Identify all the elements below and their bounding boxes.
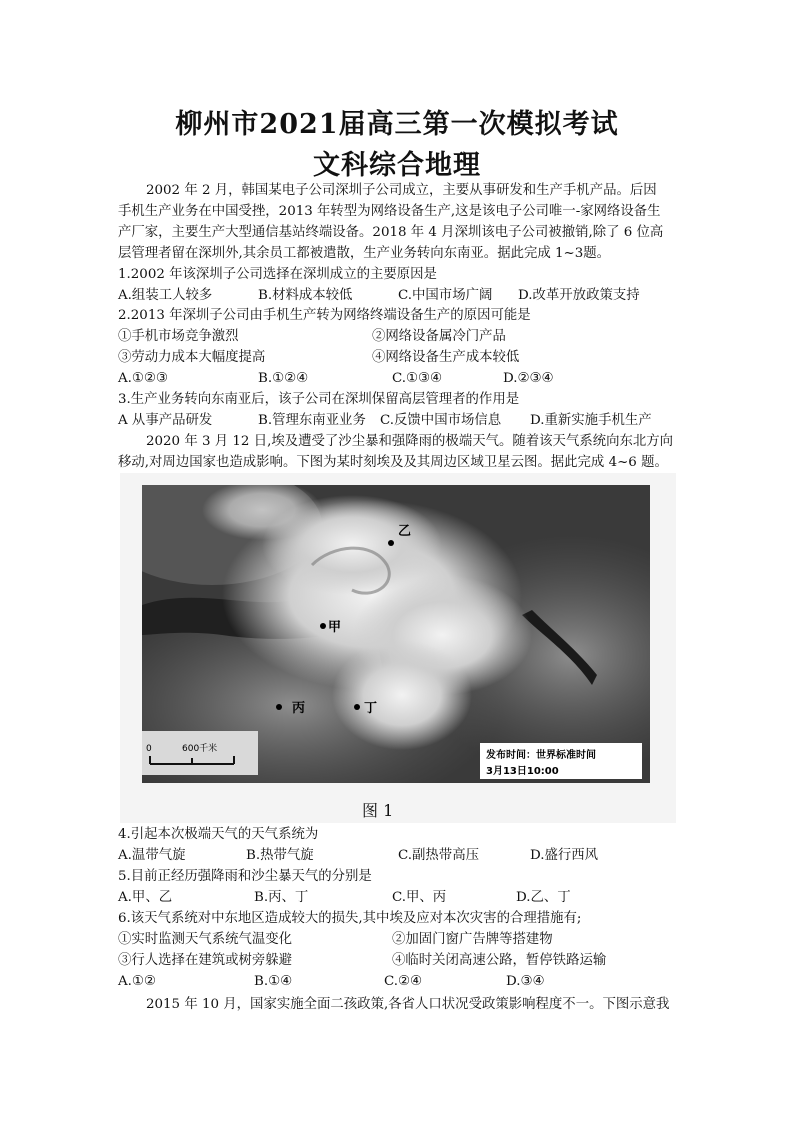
- q1-option-a[interactable]: A.组装工人较多: [118, 288, 213, 303]
- q3-option-c[interactable]: C.反馈中国市场信息: [380, 413, 502, 428]
- q3-option-a[interactable]: A 从事产品研发: [118, 413, 213, 428]
- q2-stem: 2.2013 年深圳子公司由手机生产转为网络终端设备生产的原因可能是: [118, 308, 531, 323]
- label-jia: 甲: [328, 620, 342, 635]
- satellite-image: [142, 485, 650, 783]
- scale-zero: 0: [146, 744, 152, 754]
- q3-stem: 3.生产业务转向东南亚后，该子公司在深圳保留高层管理者的作用是: [118, 392, 520, 407]
- q6-option-c[interactable]: C.②④: [384, 974, 423, 989]
- exam-title: 柳州市2021届高三第一次模拟考试: [175, 109, 619, 140]
- intro2-line-1: 2020 年 3 月 12 日,埃及遭受了沙尘暴和强降雨的极端天气。随着该天气系统向东北方向: [146, 434, 674, 449]
- q5-option-b[interactable]: B.丙、丁: [254, 890, 309, 905]
- q6-option-d[interactable]: D.③④: [506, 974, 545, 989]
- exam-subtitle: 文科综合地理: [313, 150, 481, 181]
- satellite-figure: [120, 473, 676, 823]
- label-ding: 丁: [364, 701, 378, 716]
- q2-item-3: ③劳动力成本大幅度提高: [118, 350, 266, 365]
- q4-option-b[interactable]: B.热带气旋: [246, 848, 314, 863]
- q1-stem: 1.2002 年该深圳子公司选择在深圳成立的主要原因是: [118, 267, 437, 282]
- q6-option-a[interactable]: A.①②: [118, 974, 156, 989]
- intro1-line-4: 层管理者留在深圳外,其余员工都被遣散，生产业务转向东南亚。据此完成 1~3题。: [118, 246, 611, 261]
- q4-option-d[interactable]: D.盛行西风: [530, 848, 599, 863]
- q6-item-4: ④临时关闭高速公路，暂停铁路运输: [392, 953, 607, 968]
- q2-option-c[interactable]: C.①③④: [392, 371, 443, 386]
- intro1-line-3: 产厂家，主要生产大型通信基站终端设备。2018 年 4 月深圳该电子公司被撤销,除了 6 位高: [118, 225, 664, 240]
- release-line-2: 3月13日10:00: [486, 766, 559, 777]
- q2-option-b[interactable]: B.①②④: [258, 371, 309, 386]
- q2-item-1: ①手机市场竞争激烈: [118, 329, 239, 344]
- q3-option-b[interactable]: B.管理东南亚业务: [258, 413, 366, 428]
- intro2-line-2: 移动,对周边国家也造成影响。下图为某时刻埃及及其周边区域卫星云图。据此完成 4~6 题。: [118, 455, 668, 470]
- label-bing: 丙: [292, 701, 306, 716]
- intro1-line-1: 2002 年 2 月，韩国某电子公司深圳子公司成立，主要从事研发和生产手机产品。后因: [146, 183, 657, 198]
- q6-option-b[interactable]: B.①④: [254, 974, 293, 989]
- figure-caption: 图 1: [362, 801, 394, 820]
- q5-option-a[interactable]: A.甲、乙: [118, 890, 173, 905]
- q2-option-d[interactable]: D.②③④: [503, 371, 554, 386]
- q2-option-a[interactable]: A.①②③: [118, 371, 168, 386]
- q6-item-1: ①实时监测天气系统气温变化: [118, 932, 293, 947]
- label-yi: 乙: [398, 524, 412, 539]
- q5-option-d[interactable]: D.乙、丁: [516, 890, 571, 905]
- scale-label: 600千米: [182, 744, 218, 754]
- q3-option-d[interactable]: D.重新实施手机生产: [530, 413, 652, 428]
- q5-option-c[interactable]: C.甲、丙: [392, 890, 447, 905]
- intro3-line-1: 2015 年 10 月，国家实施全面二孩政策,各省人口状况受政策影响程度不一。下图示意我: [146, 997, 670, 1012]
- q6-item-2: ②加固门窗广告牌等搭建物: [392, 932, 553, 947]
- q5-stem: 5.目前正经历强降雨和沙尘暴天气的分别是: [118, 869, 372, 884]
- release-line-1: 发布时间：世界标准时间: [486, 750, 596, 761]
- q1-option-c[interactable]: C.中国市场广阔: [398, 288, 493, 303]
- q2-item-2: ②网络设备属冷门产品: [372, 329, 506, 344]
- q4-option-c[interactable]: C.副热带高压: [398, 848, 479, 863]
- q4-option-a[interactable]: A.温带气旋: [118, 848, 186, 863]
- q2-item-4: ④网络设备生产成本较低: [372, 350, 520, 365]
- q6-stem: 6.该天气系统对中东地区造成较大的损失,其中埃及应对本次灾害的合理措施有;: [118, 911, 582, 926]
- q1-option-b[interactable]: B.材料成本较低: [258, 288, 353, 303]
- q1-option-d[interactable]: D.改革开放政策支持: [518, 288, 640, 303]
- satellite-cloud-image: [142, 485, 650, 783]
- q4-stem: 4.引起本次极端天气的天气系统为: [118, 827, 319, 842]
- intro1-line-2: 手机生产业务在中国受挫，2013 年转型为网络设备生产,这是该电子公司唯一-家网络设备生: [118, 204, 661, 219]
- q6-item-3: ③行人选择在建筑或树旁躲避: [118, 953, 293, 968]
